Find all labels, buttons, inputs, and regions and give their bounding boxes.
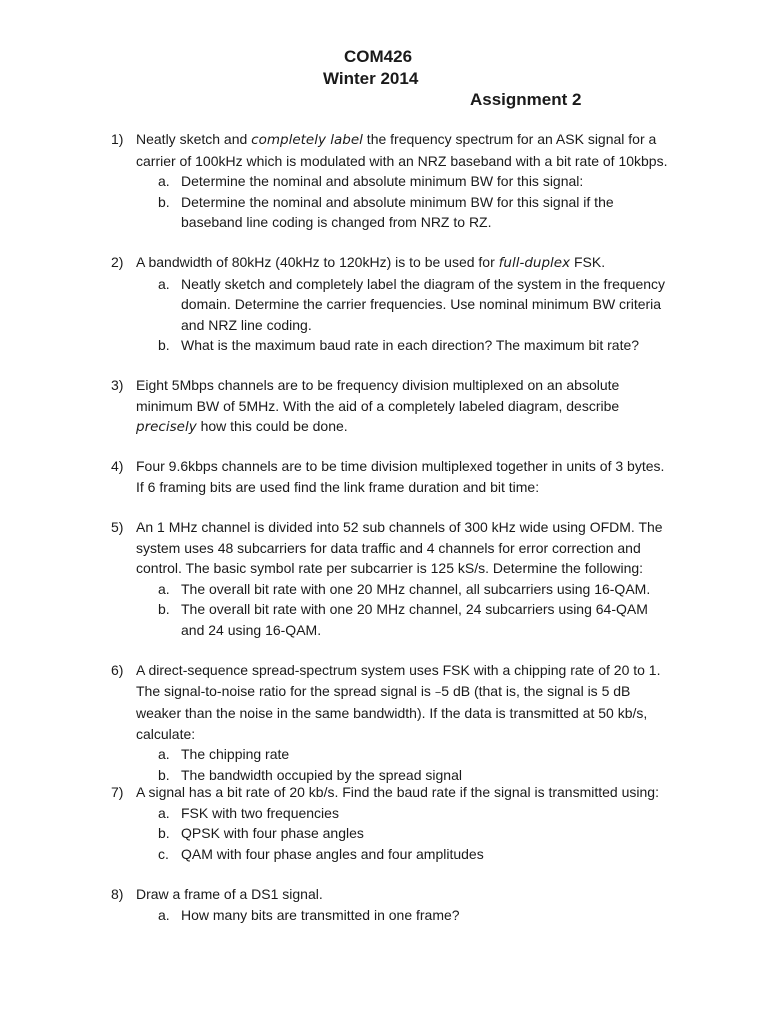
sub-question: a. How many bits are transmitted in one frame?: [158, 906, 460, 923]
sub-question: b. Determine the nominal and absolute minimum BW for this signal if the baseband line coding is changed from NRZ to RZ.: [158, 193, 614, 230]
question-number: 5): [111, 519, 124, 535]
sub-question: a. FSK with two frequencies: [158, 804, 339, 821]
sub-question: b. The bandwidth occupied by the spread signal: [158, 766, 462, 783]
question-number: 3): [111, 377, 124, 393]
question-stem: A bandwidth of 80kHz (40kHz to 120kHz) is to be used for full-duplex FSK.: [136, 254, 606, 271]
question-5: [111, 517, 671, 640]
question-stem: Neatly sketch and completely label the frequency spectrum for an ASK signal for a carrier of 100kHz which is modulated with an NRZ baseband with a bit rate of 10kbps.: [136, 131, 668, 169]
question-2: [111, 252, 671, 356]
sub-question-list: [111, 171, 671, 233]
question-stem: An 1 MHz channel is divided into 52 sub channels of 300 kHz wide using OFDM. The system uses 48 subcarriers for data traffic and 4 channels for error correction and control. The basic symbol rate per subcarrier is 125 kS/s. Determine the following:: [136, 519, 663, 576]
question-stem: A direct-sequence spread-spectrum system uses FSK with a chipping rate of 20 to 1. The signal-to-noise ratio for the spread signal is −5 dB (that is, the signal is 5 dB weaker than the noise in the same bandwidth). If the data is transmitted at 50 kb/s, calculate:: [136, 662, 661, 742]
question-number: 6): [111, 662, 124, 678]
question-stem: Draw a frame of a DS1 signal.: [136, 886, 323, 902]
question-stem: Eight 5Mbps channels are to be frequency division multiplexed on an absolute minimum BW of 5MHz. With the aid of a completely labeled diagram, describe precisely how this could be done.: [136, 377, 620, 435]
sub-question-list: [111, 274, 671, 356]
question-7: [111, 782, 671, 864]
question-number: 7): [111, 784, 124, 800]
question-3: [111, 375, 671, 438]
question-1: [111, 129, 671, 233]
assignment-title: Assignment 2: [470, 90, 582, 109]
question-stem: Four 9.6kbps channels are to be time division multiplexed together in units of 3 bytes. If 6 framing bits are used find the link frame duration and bit time:: [136, 458, 665, 495]
sub-question: a. Neatly sketch and completely label the diagram of the system in the frequency domain. Determine the carrier frequencies. Use nominal minimum BW criteria and NRZ line coding.: [158, 275, 666, 333]
term: Winter 2014: [323, 69, 419, 88]
sub-question-list: [111, 905, 671, 926]
question-4: [111, 456, 671, 497]
question-6: [111, 660, 671, 785]
sub-question: b. QPSK with four phase angles: [158, 825, 364, 841]
question-number: 4): [111, 458, 124, 474]
sub-question: a. The overall bit rate with one 20 MHz channel, all subcarriers using 16-QAM.: [158, 580, 651, 597]
question-8: [111, 884, 671, 925]
sub-question: a. Determine the nominal and absolute minimum BW for this signal:: [158, 173, 584, 189]
sub-question: b. The overall bit rate with one 20 MHz channel, 24 subcarriers using 64-QAM and 24 using 16-QAM.: [158, 601, 648, 638]
sub-question-list: [111, 579, 671, 641]
sub-question-list: [111, 744, 671, 785]
question-number: 2): [111, 254, 124, 270]
sub-question-list: [111, 803, 671, 865]
question-stem: A signal has a bit rate of 20 kb/s. Find the baud rate if the signal is transmitted using:: [136, 784, 659, 800]
question-number: 1): [111, 131, 124, 147]
question-number: 8): [111, 886, 124, 902]
sub-question: b. What is the maximum baud rate in each direction? The maximum bit rate?: [158, 337, 640, 353]
course-code: COM426: [344, 47, 413, 66]
sub-question: a. The chipping rate: [158, 746, 290, 762]
sub-question: c. QAM with four phase angles and four amplitudes: [158, 845, 484, 862]
